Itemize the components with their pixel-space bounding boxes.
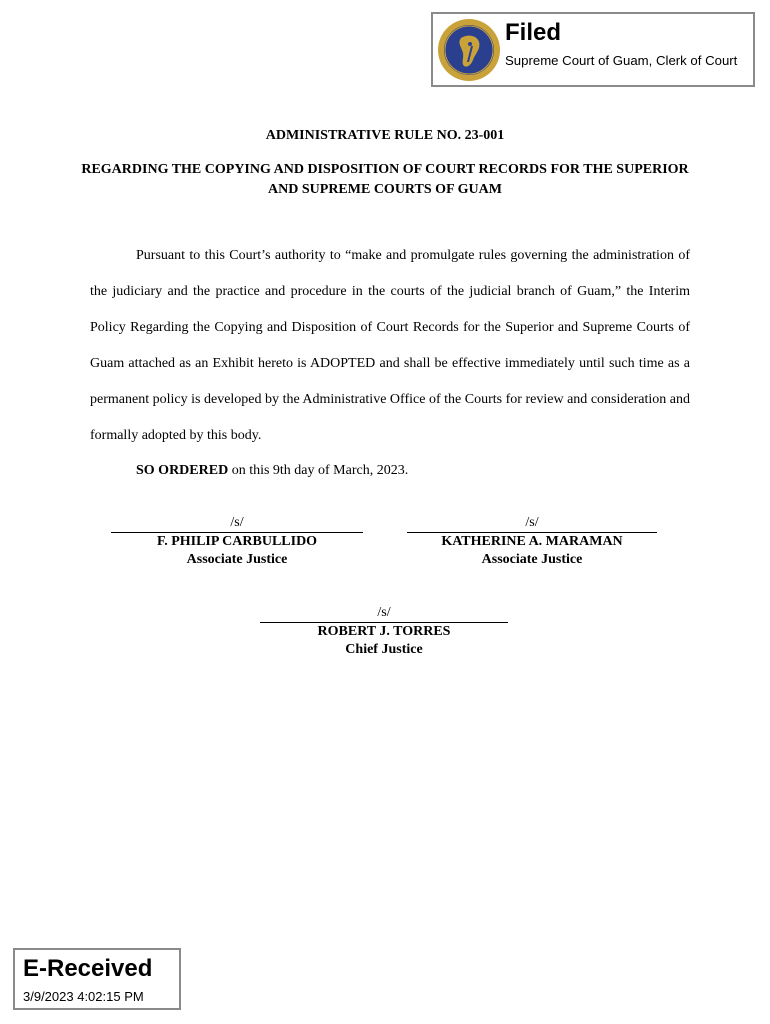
- filed-subtitle: Supreme Court of Guam, Clerk of Court: [505, 53, 738, 68]
- filed-title: Filed: [505, 19, 562, 46]
- signature-block-torres: [260, 604, 508, 659]
- received-stamp: [13, 948, 181, 1010]
- signer-title: Associate Justice: [186, 552, 288, 567]
- court-seal-icon: [437, 18, 501, 82]
- signer-title: Chief Justice: [345, 642, 423, 657]
- signature-block-maraman: [407, 514, 657, 569]
- rule-number-heading: ADMINISTRATIVE RULE NO. 23-001: [265, 128, 505, 143]
- signature-block-carbullido: [111, 514, 363, 569]
- signer-name: KATHERINE A. MARAMAN: [441, 534, 623, 549]
- signature-line: /s/: [260, 604, 508, 623]
- order-line: [136, 461, 408, 481]
- signer-name: F. PHILIP CARBULLIDO: [156, 534, 318, 549]
- signature-line: /s/: [111, 514, 363, 533]
- order-date-text: on this 9th day of March, 2023.: [228, 463, 409, 478]
- received-datetime: 3/9/2023 4:02:15 PM: [23, 989, 144, 1004]
- signer-title: Associate Justice: [481, 552, 583, 567]
- so-ordered-label: SO ORDERED: [136, 463, 229, 478]
- signer-name: ROBERT J. TORRES: [317, 624, 451, 639]
- signature-line: /s/: [407, 514, 657, 533]
- rule-subject-heading: REGARDING THE COPYING AND DISPOSITION OF COURT RECORDS FOR THE SUPERIOR AND SUPREME COURTS OF GUAM: [81, 162, 689, 197]
- filed-stamp: [431, 12, 755, 87]
- received-title: E-Received: [23, 955, 153, 982]
- body-paragraph: Pursuant to this Court’s authority to “make and promulgate rules governing the administration of the judiciary and the practice and procedure in the courts of the judicial branch of Guam,” the Interim Policy Regarding the Copying and Disposition of Court Records for the Superior and Supreme Courts of Guam attached as an Exhibit hereto is ADOPTED and shall be effective immediately until such time as a permanent policy is developed by the Administrative Office of the Courts for review and consideration and formally adopted by this body.: [90, 248, 690, 443]
